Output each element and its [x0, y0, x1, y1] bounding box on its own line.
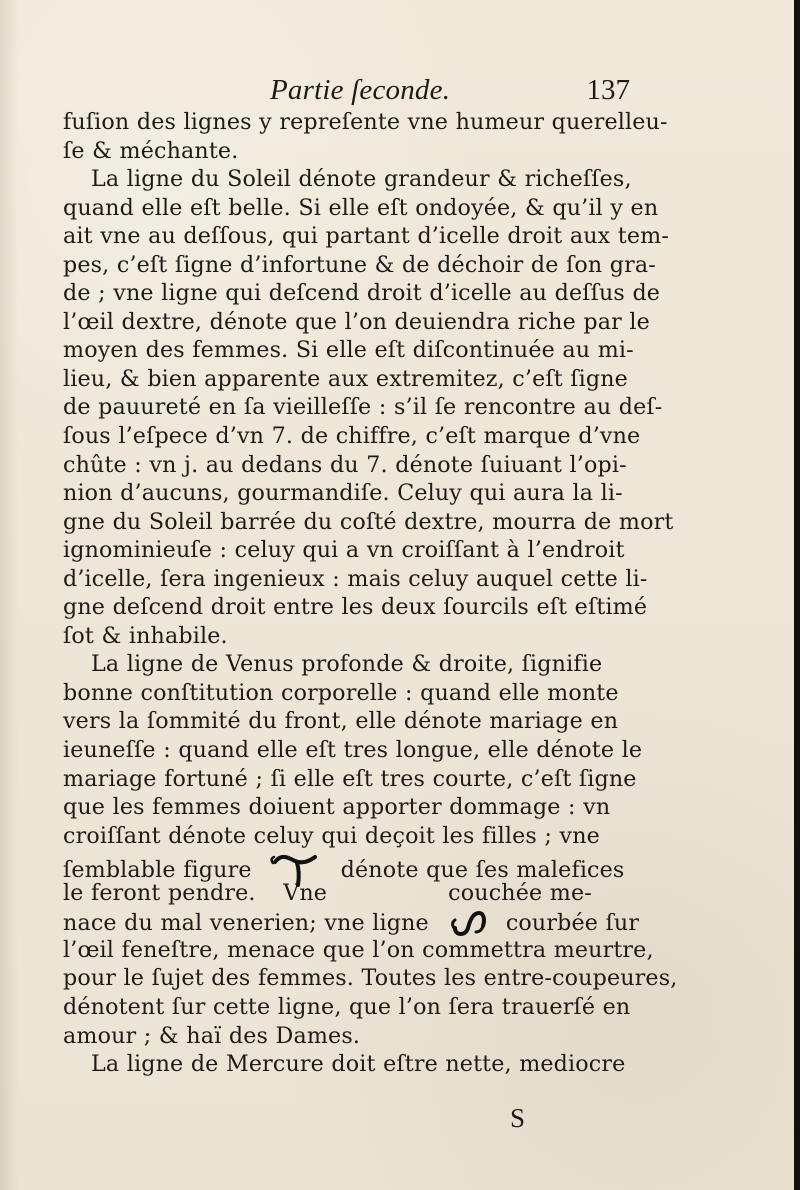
text-line: amour ; & haï des Dames.: [63, 1022, 361, 1049]
text-line: vers la ſommité du front, elle dénote mariage en: [63, 708, 619, 735]
text-line: bonne conſtitution corporelle : quand elle monte: [63, 679, 619, 706]
body-text: [63, 108, 678, 1079]
text-line: gne du Soleil barrée du coſté dextre, mourra de mort: [63, 508, 674, 535]
page-edge: [794, 0, 800, 1190]
text-line: gne deſcend droit entre les deux ſourcils eſt eſtimé: [63, 594, 648, 621]
page-number: 137: [586, 74, 630, 106]
text-line: l’œil feneſtre, menace que l’on commettra meurtre,: [63, 936, 654, 963]
text-line: pes, c’eſt ſigne d’infortune & de déchoir de ſon gra-: [63, 251, 656, 278]
text-line: pour le ſujet des femmes. Toutes les entre-coupeures,: [63, 965, 678, 992]
curved-line-icon: [448, 906, 490, 940]
text-line: La ligne du Soleil dénote grandeur & richeſſes,: [91, 166, 632, 193]
text-line: La ligne de Mercure doit eſtre nette, mediocre: [91, 1051, 626, 1078]
text-line: de pauureté en ſa vieilleſſe : s’il ſe rencontre au deſ-: [63, 394, 663, 421]
text-line: fuſion des lignes y repreſente vne humeur querelleu-: [63, 109, 668, 135]
text-line: dénotent ſur cette ligne, que l’on ſera trauerſé en: [63, 993, 631, 1020]
text-line: l’œil dextre, dénote que l’on deuiendra riche par le: [63, 308, 650, 335]
text-line: [63, 879, 643, 908]
text-line: moyen des femmes. Si elle eſt diſcontinuée au mi-: [63, 337, 634, 364]
text-line: ieuneſſe : quand elle eſt tres longue, elle dénote le: [63, 737, 643, 764]
text-line: ait vne au deſſous, qui partant d’icelle droit aux tem-: [63, 223, 669, 250]
page-header: [270, 74, 630, 110]
text-line: ſous l’eſpece d’vn 7. de chiffre, c’eſt marque d’vne: [63, 423, 641, 450]
text-segment: le feront pendre.: [63, 879, 256, 906]
text-line: que les femmes doiuent apporter dommage : vn: [63, 794, 611, 821]
text-line: lieu, & bien apparente aux extremitez, c’eſt ſigne: [63, 365, 628, 392]
text-line: quand elle eſt belle. Si elle eſt ondoyée, & qu’il y en: [63, 194, 659, 221]
page-shadow: [0, 0, 18, 1190]
text-line-with-figure: [63, 850, 643, 884]
text-segment: nace du mal venerien; vne ligne: [63, 910, 429, 937]
text-line: ſe & méchante.: [63, 137, 239, 164]
text-segment: courbée ſur: [505, 910, 640, 937]
text-line: ignominieuſe : celuy qui a vn croiſſant à l’endroit: [63, 537, 625, 564]
text-line: chûte : vn j. au dedans du 7. dénote ſuiuant l’opi-: [63, 451, 627, 478]
running-title: Partie ſeconde.: [270, 74, 451, 106]
text-line: nion d’aucuns, gourmandiſe. Celuy qui aura la li-: [63, 480, 623, 507]
text-segment: ſemblable figure: [63, 857, 252, 884]
text-line: d’icelle, ſera ingenieux : mais celuy auquel cette li-: [63, 565, 648, 592]
text-line-with-figure: [63, 907, 643, 936]
text-line: de ; vne ligne qui deſcend droit d’icelle au deſſus de: [63, 280, 661, 307]
forked-line-icon: [269, 849, 325, 891]
text-line: ſot & inhabile.: [63, 622, 228, 649]
text-line: mariage fortuné ; ſi elle eſt tres courte, c’eſt ſigne: [63, 765, 637, 792]
signature-mark: S: [510, 1103, 526, 1133]
text-segment: dénote que ſes malefices: [340, 857, 625, 884]
text-segment: couchée me-: [448, 879, 592, 906]
text-line: croiſſant dénote celuy qui deçoit les filles ; vne: [63, 822, 600, 849]
text-line: La ligne de Venus profonde & droite, ſignifie: [91, 651, 603, 678]
text-segment: Vne: [283, 879, 328, 906]
